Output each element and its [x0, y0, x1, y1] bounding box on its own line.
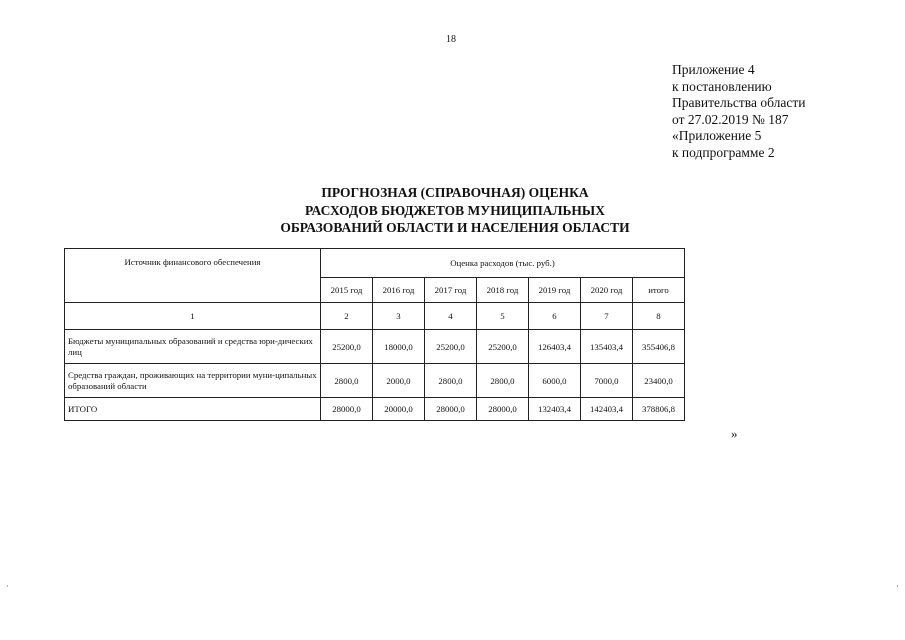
value-cell: 135403,4 [581, 330, 633, 364]
year-header-cell: 2017 год [425, 278, 477, 303]
value-cell: 7000,0 [581, 364, 633, 398]
value-cell: 28000,0 [425, 398, 477, 421]
value-cell: 142403,4 [581, 398, 633, 421]
value-cell: 378806,8 [633, 398, 685, 421]
year-header-cell: 2018 год [477, 278, 529, 303]
table-row [65, 330, 685, 364]
value-cell: 25200,0 [477, 330, 529, 364]
source-cell: Бюджеты муниципальных образований и средства юри-дических лиц [65, 330, 321, 364]
appendix-line: к постановлению [672, 78, 772, 94]
total-header-cell: итого [633, 278, 685, 303]
column-number-cell: 7 [581, 303, 633, 330]
value-cell: 28000,0 [477, 398, 529, 421]
appendix-line: к подпрограмме 2 [672, 144, 775, 160]
value-cell: 20000,0 [373, 398, 425, 421]
value-cell: 23400,0 [633, 364, 685, 398]
column-number-cell: 1 [65, 303, 321, 330]
value-cell: 2000,0 [373, 364, 425, 398]
value-cell: 6000,0 [529, 364, 581, 398]
title-line: ОБРАЗОВАНИЙ ОБЛАСТИ И НАСЕЛЕНИЯ ОБЛАСТИ [280, 220, 630, 235]
title-line: ПРОГНОЗНАЯ (СПРАВОЧНАЯ) ОЦЕНКА [321, 185, 589, 200]
appendix-reference [672, 62, 805, 161]
title-line: РАСХОДОВ БЮДЖЕТОВ МУНИЦИПАЛЬНЫХ [305, 202, 605, 218]
value-cell: 25200,0 [321, 330, 373, 364]
page-number: 18 [446, 34, 456, 45]
year-header-cell: 2020 год [581, 278, 633, 303]
closing-quote-mark: » [731, 426, 738, 441]
budget-estimate-table [64, 248, 685, 421]
appendix-line: Правительства области [672, 95, 806, 110]
value-cell: 132403,4 [529, 398, 581, 421]
table-header-row [65, 249, 685, 278]
value-cell: 355406,8 [633, 330, 685, 364]
year-header-cell: 2015 год [321, 278, 373, 303]
column-number-cell: 3 [373, 303, 425, 330]
column-number-cell: 8 [633, 303, 685, 330]
source-cell: Средства граждан, проживающих на территории муни-ципальных образований области [65, 364, 321, 398]
appendix-line: «Приложение 5 [672, 128, 762, 143]
value-cell: 126403,4 [529, 330, 581, 364]
appendix-line: Приложение 4 [672, 62, 755, 77]
appendix-line: от 27.02.2019 № 187 [672, 111, 789, 127]
value-cell: 2800,0 [321, 364, 373, 398]
column-number-cell: 6 [529, 303, 581, 330]
value-cell: 28000,0 [321, 398, 373, 421]
column-number-row [65, 303, 685, 330]
column-number-cell: 2 [321, 303, 373, 330]
document-title [210, 184, 700, 237]
year-header-cell: 2016 год [373, 278, 425, 303]
value-cell: 2800,0 [425, 364, 477, 398]
scan-speck: · [896, 582, 899, 591]
year-header-cell: 2019 год [529, 278, 581, 303]
value-cell: 18000,0 [373, 330, 425, 364]
column-number-cell: 5 [477, 303, 529, 330]
estimate-header-cell: Оценка расходов (тыс. руб.) [321, 249, 685, 278]
column-number-cell: 4 [425, 303, 477, 330]
value-cell: 25200,0 [425, 330, 477, 364]
table-total-row [65, 398, 685, 421]
source-header-cell: Источник финансового обеспечения [65, 249, 321, 303]
scan-speck: · [6, 582, 9, 591]
table-row [65, 364, 685, 398]
value-cell: 2800,0 [477, 364, 529, 398]
source-cell: ИТОГО [65, 398, 321, 421]
